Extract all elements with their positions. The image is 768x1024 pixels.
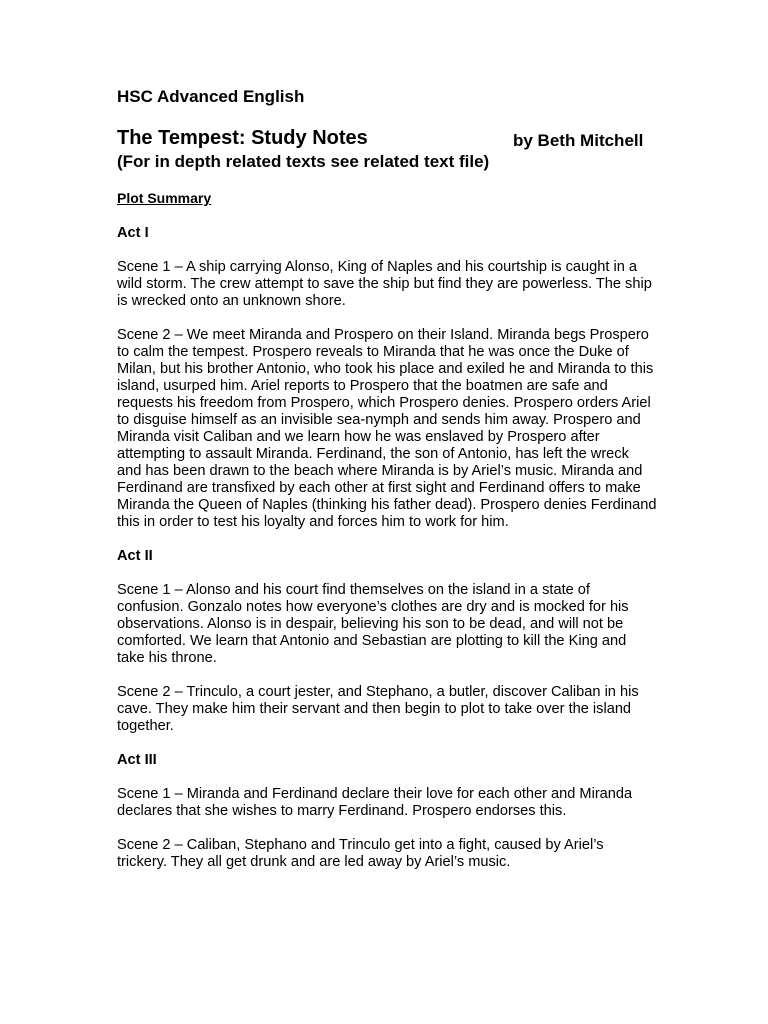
act-block	[117, 752, 657, 871]
scene-paragraph: Scene 2 – Caliban, Stephano and Trinculo get into a fight, caused by Ariel’s trickery. They all get drunk and are led away by Ariel’s music.	[117, 837, 604, 870]
section-heading-plot-summary: Plot Summary	[117, 190, 212, 206]
author-byline: by Beth Mitchell	[513, 131, 644, 150]
document-subtitle: (For in depth related texts see related text file)	[117, 152, 490, 171]
scene-paragraph: Scene 1 – Alonso and his court find themselves on the island in a state of confusion. Gonzalo notes how everyone’s clothes are dry and is mocked for his observations. Alonso is in despair, believing his son to be dead, and will not be comforted. We learn that Antonio and Sebastian are plotting to kill the King and take his throne.	[117, 582, 629, 666]
scene-paragraph: Scene 1 – A ship carrying Alonso, King of Naples and his courtship is caught in a wild storm. The crew attempt to save the ship but find they are powerless. The ship is wrecked onto an unknown shore.	[117, 259, 652, 309]
act-heading: Act I	[117, 225, 149, 241]
document-title: The Tempest: Study Notes	[117, 127, 368, 149]
scene-paragraph: Scene 1 – Miranda and Ferdinand declare their love for each other and Miranda declares that she wishes to marry Ferdinand. Prospero endorses this.	[117, 786, 633, 819]
act-block	[117, 548, 657, 735]
act-heading: Act III	[117, 752, 157, 768]
act-heading: Act II	[117, 548, 153, 564]
course-heading: HSC Advanced English	[117, 87, 305, 106]
scene-paragraph: Scene 2 – We meet Miranda and Prospero on their Island. Miranda begs Prospero to calm the tempest. Prospero reveals to Miranda that he was once the Duke of Milan, but his brother Antonio, who took his place and exiled he and Miranda to this island, usurped him. Ariel reports to Prospero that the boatmen are safe and requests his freedom from Prospero, which Prospero denies. Prospero orders Ariel to disguise himself as an invisible sea-nymph and sends him away. Prospero and Miranda visit Caliban and we learn how he was enslaved by Prospero after attempting to assault Miranda. Ferdinand, the son of Antonio, has left the wreck and has been drawn to the beach where Miranda is by Ariel’s music. Miranda and Ferdinand are transfixed by each other at first sight and Ferdinand offers to make Miranda the Queen of Naples (thinking his father dead). Prospero denies Ferdinand this in order to test his loyalty and forces him to work for him.	[117, 327, 657, 530]
document-body	[117, 225, 657, 888]
act-block	[117, 225, 657, 531]
scene-paragraph: Scene 2 – Trinculo, a court jester, and Stephano, a butler, discover Caliban in his cave. They make him their servant and then begin to plot to take over the island together.	[117, 684, 639, 734]
